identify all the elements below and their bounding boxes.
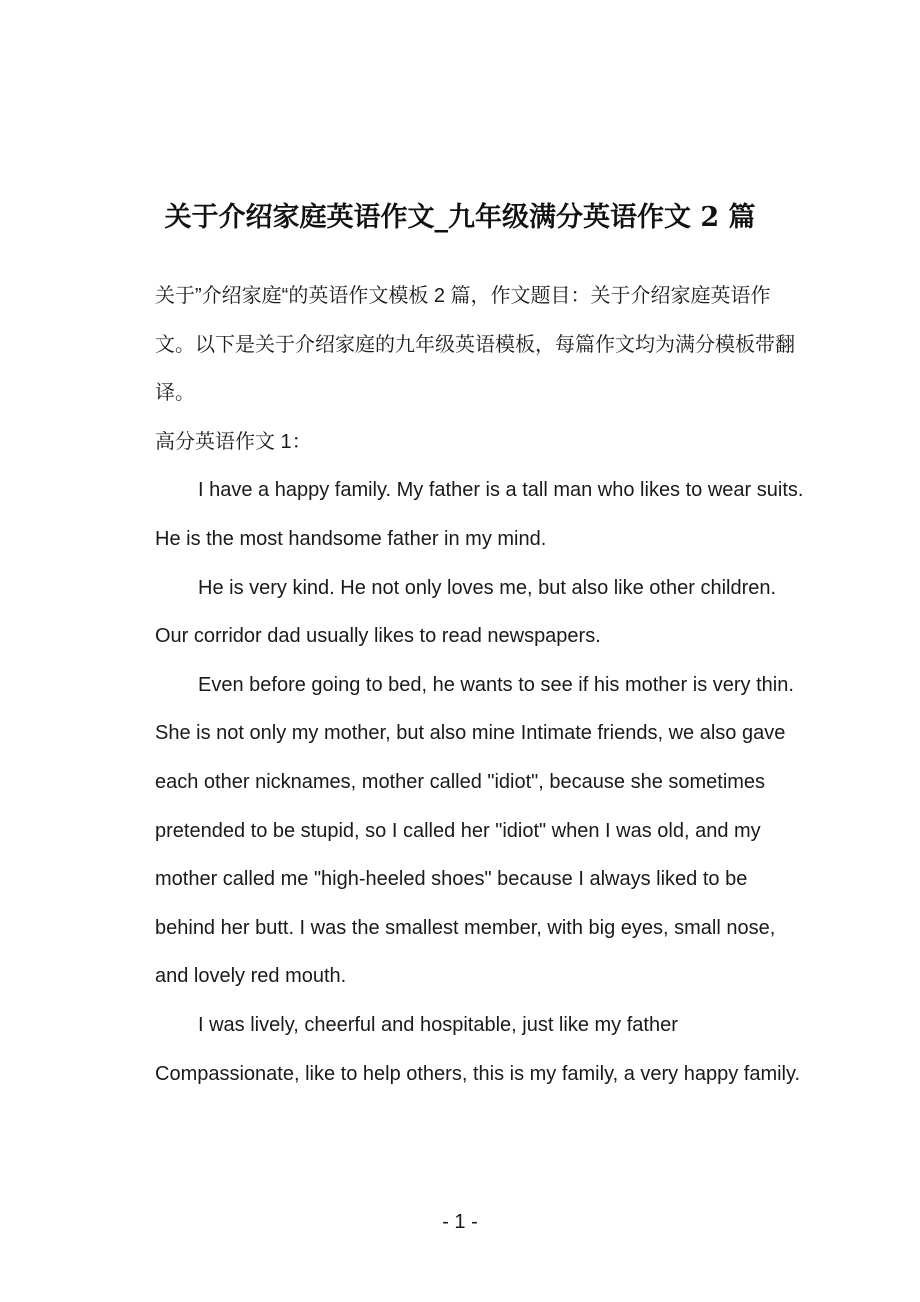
document-body (155, 272, 810, 1098)
page-number: - 1 - (442, 1211, 478, 1233)
essay-paragraph: I was lively, cheerful and hospitable, just like my father Compassionate, like to help others, this is my family, a very happy family. (155, 1013, 801, 1085)
essay-heading: 高分英语作文 1： (155, 430, 312, 453)
essay-paragraph: I have a happy family. My father is a tall man who likes to wear suits. He is the most handsome father in my mind. (155, 479, 804, 550)
essay-paragraph: He is very kind. He not only loves me, but also like other children. Our corridor dad usually likes to read newspapers. (155, 576, 777, 648)
essay-paragraph: Even before going to bed, he wants to see if his mother is very thin. She is not only my mother, but also mine Intimate friends, we also gave each other nicknames, mother called "idiot", because she sometimes pretended to be stupid, so I called her "idiot" when I was old, and my mother called me "high-heeled shoes" because I always liked to be behind her butt. I was the smallest member, with big eyes, small nose, and lovely red mouth. (155, 673, 794, 988)
document-title: 关于介绍家庭英语作文_九年级满分英语作文 2 篇 (164, 202, 756, 233)
intro-paragraph: 关于”介绍家庭“的英语作文模板 2 篇，作文题目：关于介绍家庭英语作文。以下是关于介绍家庭的九年级英语模板，每篇作文均为满分模板带翻译。 (155, 285, 795, 405)
